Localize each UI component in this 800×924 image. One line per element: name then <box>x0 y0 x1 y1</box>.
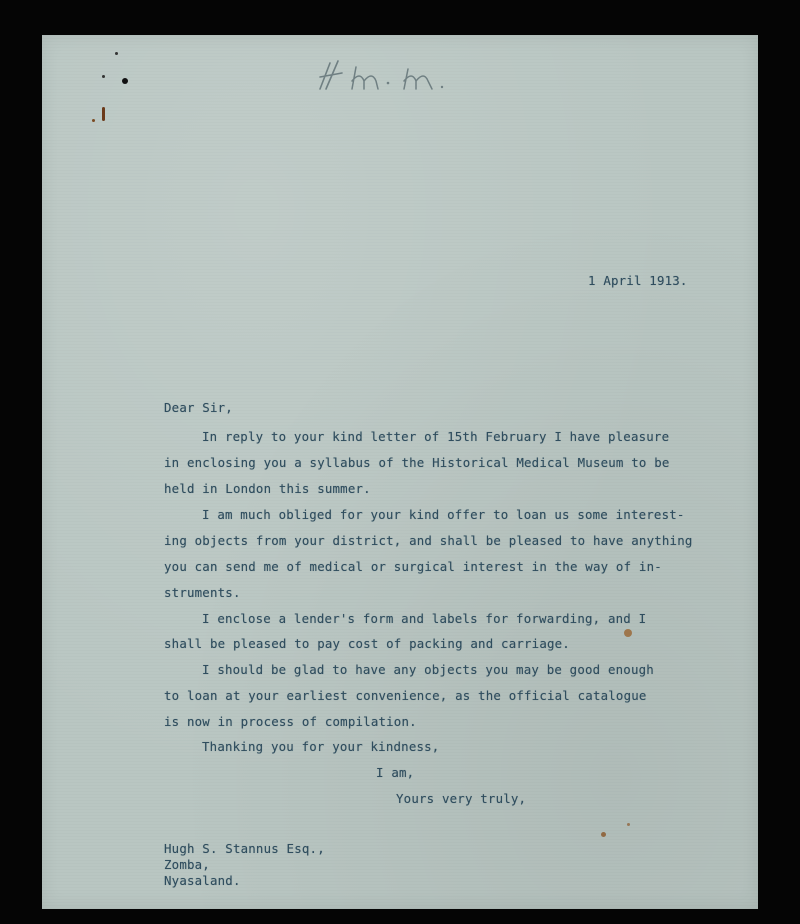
stain-spot <box>624 629 632 637</box>
body-line: I am much obliged for your kind offer to loan us some interest- <box>202 507 685 522</box>
body-line: In reply to your kind letter of 15th February I have pleasure <box>202 429 670 444</box>
letter-paper <box>42 35 758 909</box>
stain-spot-2 <box>601 832 606 837</box>
salutation: Dear Sir, <box>164 400 233 415</box>
body-line: shall be pleased to pay cost of packing and carriage. <box>164 636 570 651</box>
body-line: I enclose a lender's form and labels for forwarding, and I <box>202 611 647 626</box>
recipient-town: Zomba, <box>164 857 210 872</box>
handwritten-annotation <box>312 55 472 95</box>
recipient-name: Hugh S. Stannus Esq., <box>164 841 325 856</box>
body-line: in enclosing you a syllabus of the Historical Medical Museum to be <box>164 455 670 470</box>
recipient-country: Nyasaland. <box>164 873 241 888</box>
rust-mark <box>102 107 105 121</box>
body-line: I should be glad to have any objects you may be good enough <box>202 662 654 677</box>
closing-signoff: Yours very truly, <box>396 791 527 806</box>
pin-mark-2 <box>102 75 105 78</box>
body-line: you can send me of medical or surgical interest in the way of in- <box>164 559 662 574</box>
body-line: is now in process of compilation. <box>164 714 417 729</box>
letter-date: 1 April 1913. <box>588 273 688 288</box>
body-line: to loan at your earliest convenience, as the official catalogue <box>164 688 647 703</box>
pin-mark <box>115 52 118 55</box>
body-line: struments. <box>164 585 241 600</box>
body-line: ing objects from your district, and shall be pleased to have anything <box>164 533 693 548</box>
rust-mark-2 <box>92 119 95 122</box>
punch-hole-mark <box>122 78 128 84</box>
body-line: Thanking you for your kindness, <box>202 739 440 754</box>
body-line: held in London this summer. <box>164 481 371 496</box>
stain-spot-3 <box>627 823 630 826</box>
closing-line: I am, <box>376 765 415 780</box>
